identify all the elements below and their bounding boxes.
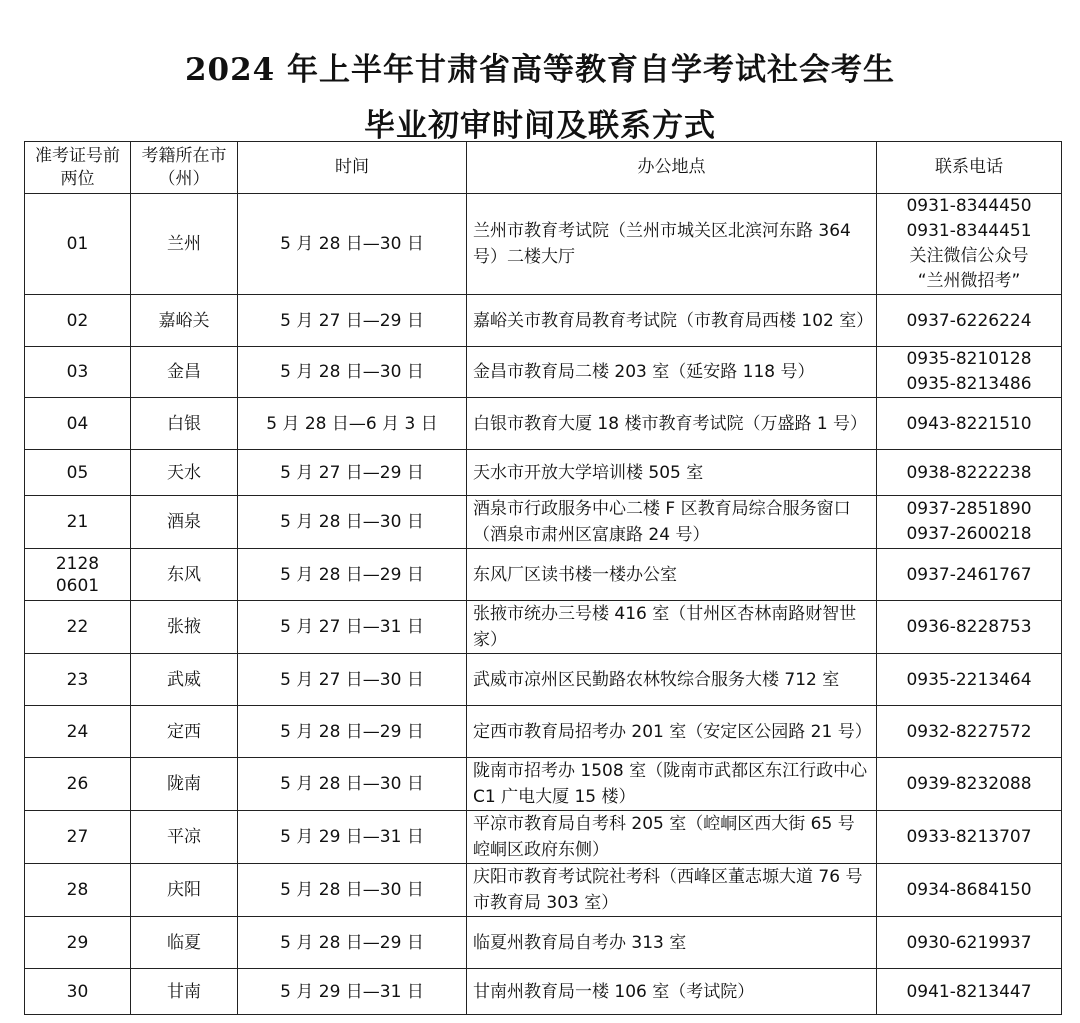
cell-time: 5 月 27 日—31 日 bbox=[238, 601, 467, 654]
cell-phone bbox=[877, 864, 1062, 917]
cell-exam-id-prefix: 26 bbox=[25, 758, 131, 811]
cell-city: 甘南 bbox=[131, 969, 238, 1015]
table-row bbox=[25, 549, 1062, 601]
table-row bbox=[25, 194, 1062, 295]
table-row bbox=[25, 347, 1062, 398]
phone-line: 0937-2461767 bbox=[906, 564, 1032, 585]
schedule-table bbox=[24, 141, 1062, 1015]
table-row bbox=[25, 496, 1062, 549]
table-row bbox=[25, 450, 1062, 496]
cell-exam-id-prefix: 28 bbox=[25, 864, 131, 917]
cell-exam-id-prefix: 21 bbox=[25, 496, 131, 549]
cell-city: 东风 bbox=[131, 549, 238, 601]
table-row bbox=[25, 295, 1062, 347]
header-exam-id-prefix: 准考证号前两位 bbox=[25, 142, 131, 194]
cell-city: 嘉峪关 bbox=[131, 295, 238, 347]
cell-office-address: 嘉峪关市教育局教育考试院（市教育局西楼 102 室） bbox=[467, 295, 877, 347]
cell-phone bbox=[877, 601, 1062, 654]
table-row bbox=[25, 758, 1062, 811]
header-city: 考籍所在市（州） bbox=[131, 142, 238, 194]
phone-line: 0934-8684150 bbox=[906, 880, 1032, 900]
table-header-row bbox=[25, 142, 1062, 194]
cell-phone bbox=[877, 917, 1062, 969]
cell-time: 5 月 28 日—29 日 bbox=[238, 917, 467, 969]
cell-city: 定西 bbox=[131, 706, 238, 758]
cell-time: 5 月 28 日—30 日 bbox=[238, 496, 467, 549]
cell-phone bbox=[877, 706, 1062, 758]
phone-line: 0935-8213486 bbox=[906, 374, 1032, 394]
cell-city: 陇南 bbox=[131, 758, 238, 811]
cell-office-address: 庆阳市教育考试院社考科（西峰区董志塬大道 76 号市教育局 303 室） bbox=[467, 864, 877, 917]
phone-line: 0935-8210128 bbox=[906, 349, 1032, 369]
cell-city: 庆阳 bbox=[131, 864, 238, 917]
cell-office-address: 平凉市教育局自考科 205 室（崆峒区西大街 65 号崆峒区政府东侧） bbox=[467, 811, 877, 864]
phone-line: 0937-2600218 bbox=[906, 524, 1032, 544]
cell-city: 临夏 bbox=[131, 917, 238, 969]
cell-exam-id-prefix: 03 bbox=[25, 347, 131, 398]
cell-office-address: 定西市教育局招考办 201 室（安定区公园路 21 号） bbox=[467, 706, 877, 758]
phone-line: 0931-8344450 bbox=[906, 196, 1032, 216]
cell-office-address: 兰州市教育考试院（兰州市城关区北滨河东路 364 号）二楼大厅 bbox=[467, 194, 877, 295]
cell-office-address: 金昌市教育局二楼 203 室（延安路 118 号） bbox=[467, 347, 877, 398]
cell-city: 天水 bbox=[131, 450, 238, 496]
cell-exam-id-prefix: 23 bbox=[25, 654, 131, 706]
phone-line: 0936-8228753 bbox=[906, 617, 1032, 637]
cell-office-address: 甘南州教育局一楼 106 室（考试院） bbox=[467, 969, 877, 1015]
phone-line: 关注微信公众号 bbox=[909, 246, 1029, 266]
cell-office-address: 白银市教育大厦 18 楼市教育考试院（万盛路 1 号） bbox=[467, 398, 877, 450]
cell-phone bbox=[877, 347, 1062, 398]
cell-exam-id-prefix: 2128 0601 bbox=[25, 549, 131, 601]
phone-line: 0937-6226224 bbox=[906, 310, 1032, 331]
table-row bbox=[25, 706, 1062, 758]
cell-phone bbox=[877, 194, 1062, 295]
table-row bbox=[25, 811, 1062, 864]
table-row bbox=[25, 864, 1062, 917]
cell-exam-id-prefix: 30 bbox=[25, 969, 131, 1015]
cell-time: 5 月 28 日—30 日 bbox=[238, 347, 467, 398]
cell-exam-id-prefix: 24 bbox=[25, 706, 131, 758]
cell-time: 5 月 28 日—6 月 3 日 bbox=[238, 398, 467, 450]
phone-line: 0932-8227572 bbox=[906, 721, 1032, 742]
cell-time: 5 月 27 日—29 日 bbox=[238, 295, 467, 347]
cell-phone bbox=[877, 654, 1062, 706]
cell-city: 白银 bbox=[131, 398, 238, 450]
cell-office-address: 武威市凉州区民勤路农林牧综合服务大楼 712 室 bbox=[467, 654, 877, 706]
table-row bbox=[25, 398, 1062, 450]
header-time: 时间 bbox=[238, 142, 467, 194]
document-title-line2: 毕业初审时间及联系方式 bbox=[364, 108, 716, 144]
cell-exam-id-prefix: 05 bbox=[25, 450, 131, 496]
cell-phone bbox=[877, 398, 1062, 450]
cell-exam-id-prefix: 04 bbox=[25, 398, 131, 450]
cell-time: 5 月 29 日—31 日 bbox=[238, 969, 467, 1015]
cell-exam-id-prefix: 22 bbox=[25, 601, 131, 654]
cell-city: 金昌 bbox=[131, 347, 238, 398]
phone-line: 0935-2213464 bbox=[906, 669, 1032, 690]
phone-line: 0933-8213707 bbox=[906, 827, 1032, 847]
cell-exam-id-prefix: 02 bbox=[25, 295, 131, 347]
document-title-line1: 2024 年上半年甘肃省高等教育自学考试社会考生 bbox=[184, 52, 896, 88]
header-office-address: 办公地点 bbox=[467, 142, 877, 194]
cell-city: 兰州 bbox=[131, 194, 238, 295]
cell-exam-id-prefix: 01 bbox=[25, 194, 131, 295]
cell-time: 5 月 28 日—29 日 bbox=[238, 706, 467, 758]
cell-time: 5 月 27 日—29 日 bbox=[238, 450, 467, 496]
cell-time: 5 月 27 日—30 日 bbox=[238, 654, 467, 706]
phone-line: “兰州微招考” bbox=[917, 271, 1021, 291]
cell-phone bbox=[877, 450, 1062, 496]
cell-office-address: 临夏州教育局自考办 313 室 bbox=[467, 917, 877, 969]
cell-time: 5 月 28 日—30 日 bbox=[238, 864, 467, 917]
cell-time: 5 月 29 日—31 日 bbox=[238, 811, 467, 864]
cell-office-address: 张掖市统办三号楼 416 室（甘州区杏林南路财智世家） bbox=[467, 601, 877, 654]
cell-office-address: 东风厂区读书楼一楼办公室 bbox=[467, 549, 877, 601]
phone-line: 0941-8213447 bbox=[906, 981, 1032, 1002]
cell-phone bbox=[877, 969, 1062, 1015]
phone-line: 0930-6219937 bbox=[906, 932, 1032, 953]
table-row bbox=[25, 654, 1062, 706]
cell-time: 5 月 28 日—30 日 bbox=[238, 758, 467, 811]
cell-city: 平凉 bbox=[131, 811, 238, 864]
cell-city: 武威 bbox=[131, 654, 238, 706]
table-row bbox=[25, 969, 1062, 1015]
cell-time: 5 月 28 日—29 日 bbox=[238, 549, 467, 601]
table-row bbox=[25, 917, 1062, 969]
cell-office-address: 天水市开放大学培训楼 505 室 bbox=[467, 450, 877, 496]
phone-line: 0937-2851890 bbox=[906, 499, 1032, 519]
cell-exam-id-prefix: 29 bbox=[25, 917, 131, 969]
cell-phone bbox=[877, 295, 1062, 347]
table-row bbox=[25, 601, 1062, 654]
cell-phone bbox=[877, 549, 1062, 601]
cell-office-address: 酒泉市行政服务中心二楼 F 区教育局综合服务窗口（酒泉市肃州区富康路 24 号） bbox=[467, 496, 877, 549]
phone-line: 0931-8344451 bbox=[906, 221, 1032, 241]
phone-line: 0939-8232088 bbox=[906, 774, 1032, 794]
cell-city: 张掖 bbox=[131, 601, 238, 654]
cell-office-address: 陇南市招考办 1508 室（陇南市武都区东江行政中心 C1 广电大厦 15 楼） bbox=[467, 758, 877, 811]
cell-exam-id-prefix: 27 bbox=[25, 811, 131, 864]
cell-phone bbox=[877, 758, 1062, 811]
phone-line: 0943-8221510 bbox=[906, 413, 1032, 434]
cell-city: 酒泉 bbox=[131, 496, 238, 549]
cell-phone bbox=[877, 496, 1062, 549]
phone-line: 0938-8222238 bbox=[906, 462, 1032, 483]
header-phone: 联系电话 bbox=[877, 142, 1062, 194]
cell-time: 5 月 28 日—30 日 bbox=[238, 194, 467, 295]
cell-phone bbox=[877, 811, 1062, 864]
